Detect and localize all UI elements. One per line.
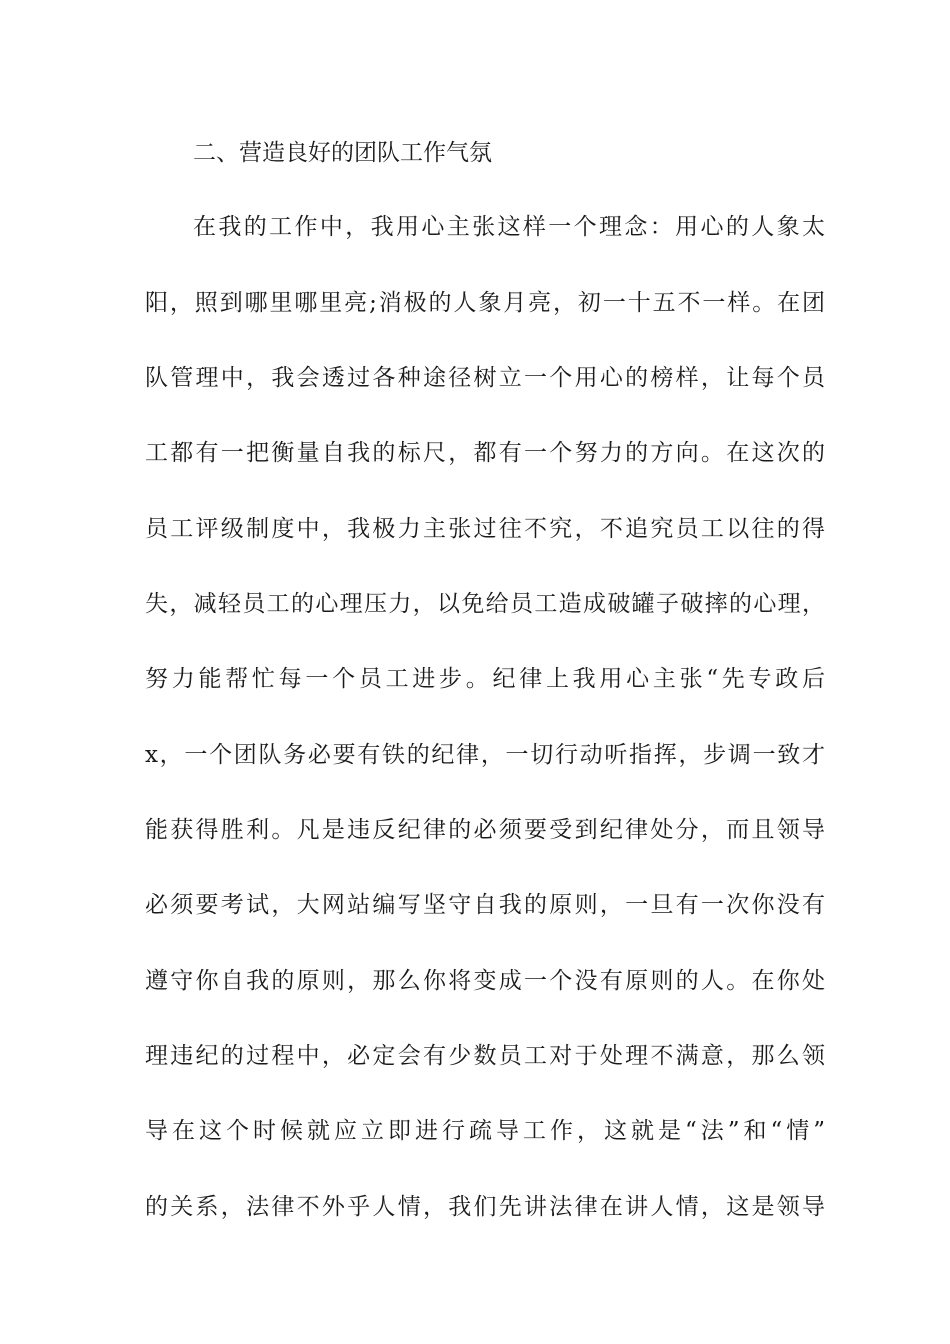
- section-heading: 二、营造良好的团队工作气氛: [193, 140, 492, 166]
- paragraph-line: 在我的工作中，我用心主张这样一个理念：用心的人象太: [193, 214, 825, 240]
- paragraph-line: 导在这个时候就应立即进行疏导工作，这就是“法”和“情”: [145, 1118, 825, 1144]
- paragraph-line: 必须要考试，大网站编写坚守自我的原则，一旦有一次你没有: [145, 892, 825, 918]
- paragraph-line: 能获得胜利。凡是违反纪律的必须要受到纪律处分，而且领导: [145, 817, 825, 843]
- paragraph-line: x，一个团队务必要有铁的纪律，一切行动听指挥，步调一致才: [145, 742, 825, 768]
- paragraph-line: 员工评级制度中，我极力主张过往不究，不追究员工以往的得: [145, 516, 825, 542]
- paragraph-line: 失，减轻员工的心理压力，以免给员工造成破罐子破摔的心理，: [145, 591, 825, 617]
- paragraph-line: 队管理中，我会透过各种途径树立一个用心的榜样，让每个员: [145, 365, 825, 391]
- paragraph-line: 阳，照到哪里哪里亮;消极的人象月亮，初一十五不一样。在团: [145, 290, 825, 316]
- paragraph-line: 理违纪的过程中，必定会有少数员工对于处理不满意，那么领: [145, 1043, 825, 1069]
- paragraph-line: 遵守你自我的原则，那么你将变成一个没有原则的人。在你处: [145, 968, 825, 994]
- paragraph-line: 努力能帮忙每一个员工进步。纪律上我用心主张“先专政后: [145, 666, 825, 692]
- paragraph-line: 的关系，法律不外乎人情，我们先讲法律在讲人情，这是领导: [145, 1194, 825, 1220]
- paragraph-line: 工都有一把衡量自我的标尺，都有一个努力的方向。在这次的: [145, 440, 825, 466]
